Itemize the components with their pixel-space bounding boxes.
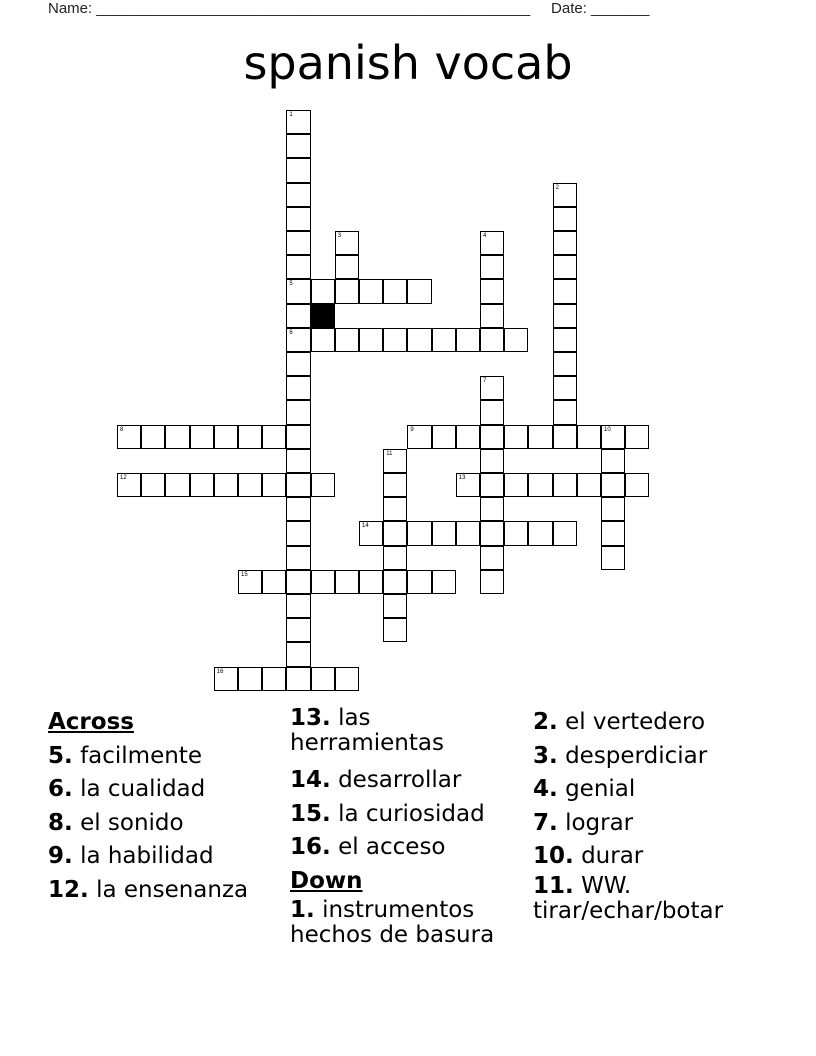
clue-across-16: 16. el acceso xyxy=(290,834,446,860)
grid-cell[interactable] xyxy=(601,473,625,497)
grid-cell[interactable] xyxy=(625,473,649,497)
grid-cell[interactable] xyxy=(311,570,335,594)
grid-cell[interactable] xyxy=(359,521,383,545)
grid-number: 4 xyxy=(483,233,487,239)
grid-cell[interactable] xyxy=(504,328,528,352)
grid-cell[interactable] xyxy=(190,473,214,497)
grid-number: 3 xyxy=(337,233,342,239)
name-blank: ____________________________________________________ xyxy=(96,0,531,17)
grid-cell[interactable] xyxy=(286,183,310,207)
grid-cell[interactable] xyxy=(335,255,359,279)
clue-across-8: 8. el sonido xyxy=(48,809,184,836)
grid-cell[interactable] xyxy=(117,425,141,449)
grid-cell[interactable] xyxy=(383,570,407,594)
grid-black-square xyxy=(311,304,335,328)
grid-cell[interactable] xyxy=(214,667,238,691)
grid-cell[interactable] xyxy=(286,158,310,182)
grid-cell[interactable] xyxy=(407,328,431,352)
grid-cell[interactable] xyxy=(383,594,407,618)
grid-number: 6 xyxy=(289,329,293,336)
date-label: Date: xyxy=(551,0,587,17)
grid-cell[interactable] xyxy=(359,279,383,303)
grid-cell[interactable] xyxy=(432,328,456,352)
grid-cell[interactable] xyxy=(286,279,310,303)
grid-cell[interactable] xyxy=(238,570,262,594)
grid-cell[interactable] xyxy=(480,521,504,545)
across-heading: Across xyxy=(48,709,134,735)
clue-across-15: 15. la curiosidad xyxy=(290,800,485,827)
grid-cell[interactable] xyxy=(286,667,310,691)
down-heading: Down xyxy=(290,867,363,894)
grid-cell[interactable] xyxy=(383,546,407,570)
grid-cell[interactable] xyxy=(528,425,552,449)
grid-cell[interactable] xyxy=(262,667,286,691)
grid-cell[interactable] xyxy=(286,546,310,570)
grid-cell[interactable] xyxy=(577,473,601,497)
grid-number: 14 xyxy=(362,523,369,530)
grid-cell[interactable] xyxy=(480,449,504,473)
grid-cell[interactable] xyxy=(286,400,310,424)
clue-across-9: 9. la habilidad xyxy=(48,843,214,869)
grid-cell[interactable] xyxy=(311,279,335,303)
grid-cell[interactable] xyxy=(504,473,528,497)
grid-number: 15 xyxy=(241,571,248,578)
grid-cell[interactable] xyxy=(214,425,238,449)
grid-number: 1 xyxy=(289,112,293,118)
grid-cell[interactable] xyxy=(141,425,165,449)
grid-cell[interactable] xyxy=(190,425,214,449)
grid-cell[interactable] xyxy=(214,473,238,497)
date-blank: _______ xyxy=(591,0,650,17)
grid-cell[interactable] xyxy=(456,473,480,497)
grid-cell[interactable] xyxy=(480,304,504,328)
grid-cell[interactable] xyxy=(553,352,577,376)
clue-column-3 xyxy=(533,706,793,932)
grid-cell[interactable] xyxy=(286,618,310,642)
grid-cell[interactable] xyxy=(601,497,625,521)
grid-cell[interactable] xyxy=(383,497,407,521)
grid-cell[interactable] xyxy=(286,376,310,400)
grid-cell[interactable] xyxy=(553,473,577,497)
grid-number: 7 xyxy=(483,378,487,385)
grid-cell[interactable] xyxy=(238,473,262,497)
grid-cell[interactable] xyxy=(456,425,480,449)
grid-cell[interactable] xyxy=(286,207,310,231)
grid-cell[interactable] xyxy=(480,328,504,352)
clue-down-7: 7. lograr xyxy=(533,809,634,836)
grid-cell[interactable] xyxy=(528,473,552,497)
grid-cell[interactable] xyxy=(504,425,528,449)
grid-cell[interactable] xyxy=(335,279,359,303)
grid-number: 9 xyxy=(410,426,414,433)
grid-cell[interactable] xyxy=(286,497,310,521)
grid-number: 16 xyxy=(216,668,224,675)
page-title: spanish vocab xyxy=(243,36,573,90)
clue-down-1: 1. instrumentos hechos de basura xyxy=(290,897,495,948)
clue-across-6: 6. la cualidad xyxy=(48,776,206,802)
grid-cell[interactable] xyxy=(286,328,310,352)
grid-cell[interactable] xyxy=(407,570,431,594)
grid-cell[interactable] xyxy=(577,425,601,449)
grid-cell[interactable] xyxy=(383,328,407,352)
grid-cell[interactable] xyxy=(553,400,577,424)
grid-cell[interactable] xyxy=(480,570,504,594)
grid-cell[interactable] xyxy=(238,425,262,449)
clue-down-2: 2. el vertedero xyxy=(533,709,706,735)
grid-cell[interactable] xyxy=(335,231,359,255)
grid-cell[interactable] xyxy=(286,231,310,255)
grid-cell[interactable] xyxy=(286,134,310,158)
clue-column-1 xyxy=(48,706,248,907)
grid-cell[interactable] xyxy=(601,521,625,545)
grid-cell[interactable] xyxy=(480,546,504,570)
grid-cell[interactable] xyxy=(480,255,504,279)
grid-cell[interactable] xyxy=(335,328,359,352)
grid-cell[interactable] xyxy=(553,328,577,352)
clue-across-12: 12. la ensenanza xyxy=(48,876,249,903)
grid-cell[interactable] xyxy=(601,546,625,570)
grid-cell[interactable] xyxy=(432,570,456,594)
clue-across-5: 5. facilmente xyxy=(48,742,202,769)
grid-cell[interactable] xyxy=(335,570,359,594)
grid-cell[interactable] xyxy=(311,667,335,691)
grid-cell[interactable] xyxy=(262,473,286,497)
grid-number: 10 xyxy=(604,426,611,433)
grid-cell[interactable] xyxy=(553,255,577,279)
grid-cell[interactable] xyxy=(359,328,383,352)
grid-cell[interactable] xyxy=(335,667,359,691)
grid-cell[interactable] xyxy=(383,618,407,642)
clue-across-13: 13. las herramientas xyxy=(290,705,444,756)
grid-cell[interactable] xyxy=(407,425,431,449)
grid-cell[interactable] xyxy=(383,449,407,473)
grid-cell[interactable] xyxy=(553,425,577,449)
grid-cell[interactable] xyxy=(286,110,310,134)
grid-cell[interactable] xyxy=(480,231,504,255)
grid-cell[interactable] xyxy=(504,521,528,545)
grid-cell[interactable] xyxy=(286,449,310,473)
grid-cell[interactable] xyxy=(286,473,310,497)
grid-cell[interactable] xyxy=(601,425,625,449)
clue-column-2 xyxy=(290,706,520,956)
grid-cell[interactable] xyxy=(480,473,504,497)
grid-cell[interactable] xyxy=(407,279,431,303)
grid-cell[interactable] xyxy=(286,352,310,376)
grid-cell[interactable] xyxy=(553,207,577,231)
grid-cell[interactable] xyxy=(286,425,310,449)
grid-number: 13 xyxy=(458,475,466,481)
grid-cell[interactable] xyxy=(286,570,310,594)
grid-cell[interactable] xyxy=(625,425,649,449)
grid-cell[interactable] xyxy=(553,521,577,545)
grid-cell[interactable] xyxy=(480,376,504,400)
grid-cell[interactable] xyxy=(480,279,504,303)
clue-down-4: 4. genial xyxy=(533,776,636,802)
grid-cell[interactable] xyxy=(262,425,286,449)
grid-cell[interactable] xyxy=(480,400,504,424)
grid-cell[interactable] xyxy=(359,570,383,594)
grid-cell[interactable] xyxy=(553,304,577,328)
grid-cell[interactable] xyxy=(456,328,480,352)
grid-cell[interactable] xyxy=(141,473,165,497)
grid-cell[interactable] xyxy=(553,279,577,303)
grid-cell[interactable] xyxy=(432,521,456,545)
grid-cell[interactable] xyxy=(553,231,577,255)
grid-number: 8 xyxy=(120,426,124,433)
grid-cell[interactable] xyxy=(262,570,286,594)
clue-down-10: 10. durar xyxy=(533,843,644,869)
grid-cell[interactable] xyxy=(165,473,189,497)
grid-cell[interactable] xyxy=(553,183,577,207)
grid-cell[interactable] xyxy=(383,473,407,497)
clue-down-11: 11. WW. tirar/echar/botar xyxy=(533,872,724,924)
grid-cell[interactable] xyxy=(238,667,262,691)
grid-cell[interactable] xyxy=(117,473,141,497)
grid-number: 5 xyxy=(289,281,293,288)
grid-cell[interactable] xyxy=(286,255,310,279)
grid-cell[interactable] xyxy=(456,521,480,545)
grid-cell[interactable] xyxy=(553,376,577,400)
grid-cell[interactable] xyxy=(383,521,407,545)
grid-cell[interactable] xyxy=(407,521,431,545)
clue-across-14: 14. desarrollar xyxy=(290,767,462,793)
grid-cell[interactable] xyxy=(311,328,335,352)
grid-cell[interactable] xyxy=(286,521,310,545)
grid-cell[interactable] xyxy=(286,594,310,618)
grid-cell[interactable] xyxy=(311,473,335,497)
grid-number: 11 xyxy=(386,450,393,457)
grid-cell[interactable] xyxy=(601,449,625,473)
grid-cell[interactable] xyxy=(480,425,504,449)
clue-down-3: 3. desperdiciar xyxy=(533,742,708,769)
name-label: Name: xyxy=(48,0,93,17)
grid-number: 2 xyxy=(555,184,559,191)
grid-cell[interactable] xyxy=(383,279,407,303)
grid-cell[interactable] xyxy=(165,425,189,449)
grid-cell[interactable] xyxy=(480,497,504,521)
grid-cell[interactable] xyxy=(286,304,310,328)
grid-cell[interactable] xyxy=(528,521,552,545)
grid-cell[interactable] xyxy=(286,642,310,666)
grid-cell[interactable] xyxy=(432,425,456,449)
grid-number: 12 xyxy=(120,475,127,481)
